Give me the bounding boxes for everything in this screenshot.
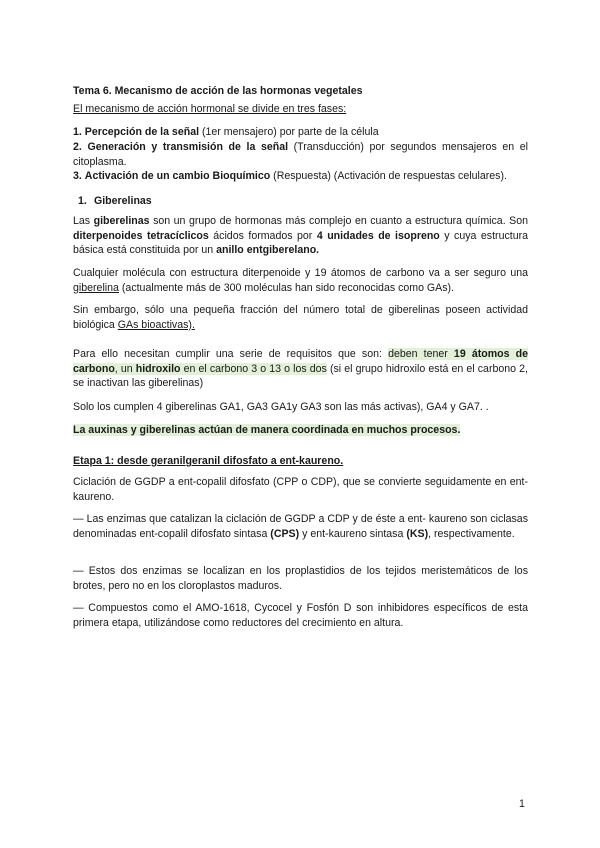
paragraph-proplastidios: — Estos dos enzimas se localizan en los proplastidios de los tejidos meristemáticos de los brotes, pero no en los cloroplastos maduros.	[73, 565, 528, 592]
highlight-note: La auxinas y giberelinas actúan de manera coordinada en muchos procesos.	[73, 424, 461, 436]
phase-2: 2. Generación y transmisión de la señal (Transducción) por segundos mensajeros en el citoplasma.	[73, 141, 528, 168]
paragraph-giberelinas-definition: Las giberelinas son un grupo de hormonas más complejo en cuanto a estructura química. Son diterpenoides tetracíclicos ácidos formados por 4 unidades de isopreno y cuya estructura básica está constituida por un anillo entgiberelano.	[73, 215, 529, 257]
phase-1: 1. Percepción de la señal (1er mensajero) por parte de la célula	[73, 126, 379, 138]
intro-line: El mecanismo de acción hormonal se divide en tres fases:	[73, 103, 347, 115]
paragraph-bioactivas: Sin embargo, sólo una pequeña fracción del número total de giberelinas poseen actividad biológica GAs bioactivas).	[73, 304, 528, 331]
paragraph-ciclacion: Ciclación de GGDP a ent-copalil difosfato (CPP o CDP), que se convierte seguidamente en ent- kaureno.	[73, 476, 528, 503]
page-title: Tema 6. Mecanismo de acción de las hormonas vegetales	[73, 85, 363, 97]
stage-heading: Etapa 1: desde geranilgeranil difosfato a ent-kaureno.	[73, 455, 344, 467]
paragraph-diterpenoide: Cualquier molécula con estructura diterpenoide y 19 átomos de carbono va a ser seguro una giberelina (actualmente más de 300 moléculas han sido reconocidas como GAs).	[73, 267, 528, 294]
section-heading: 1. Giberelinas	[78, 195, 152, 207]
phase-3: 3. Activación de un cambio Bioquímico (Respuesta) (Activación de respuestas celulares).	[73, 170, 507, 182]
paragraph-inhibidores: — Compuestos como el AMO-1618, Cycocel y Fosfón D son inhibidores específicos de esta primera etapa, utilizándose como reductores del crecimiento en altura.	[73, 602, 528, 629]
page-number: 1	[519, 798, 525, 810]
paragraph-requisitos: Para ello necesitan cumplir una serie de requisitos que son: deben tener 19 átomos de carbono, un hidroxilo en el carbono 3 o 13 o los dos (si el grupo hidroxilo está en el carbono 2, se inactivan las giberelinas)	[73, 348, 528, 390]
paragraph-ga-list: Solo los cumplen 4 giberelinas GA1, GA3 GA1y GA3 son las más activas), GA4 y GA7. .	[73, 401, 489, 413]
paragraph-enzimas: — Las enzimas que catalizan la ciclación de GGDP a CDP y de éste a ent- kaureno son ciclasas denominadas ent-copalil difosfato sintasa (CPS) y ent-kaureno sintasa (KS), respectivamente.	[73, 513, 528, 540]
